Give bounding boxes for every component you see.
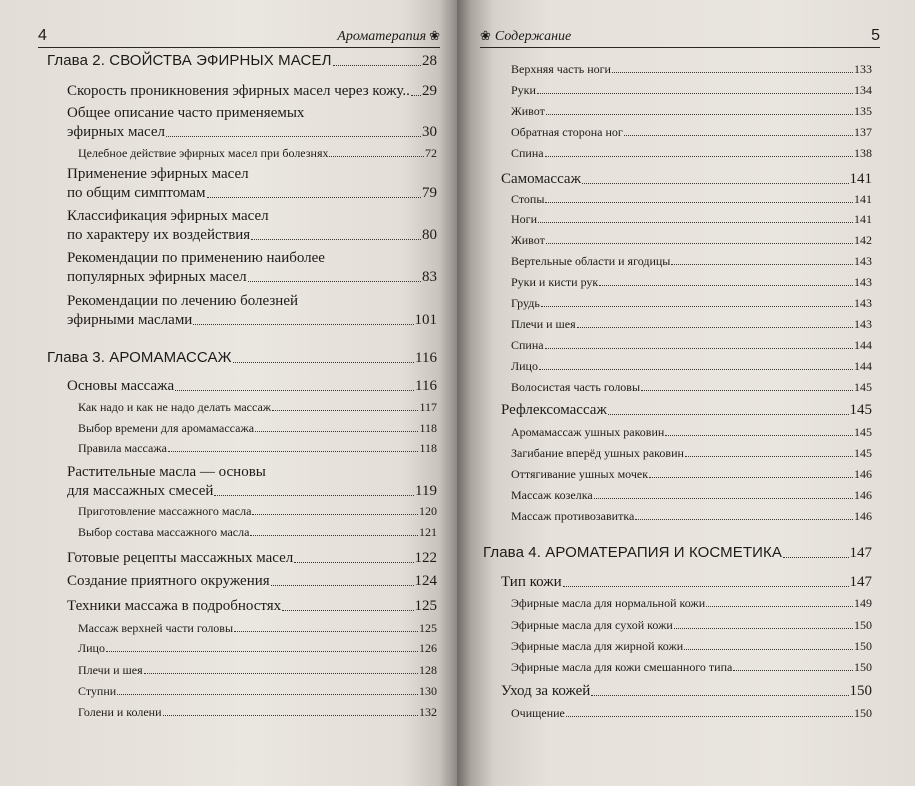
toc-page-number: 146 (854, 467, 872, 481)
dot-leader (193, 323, 413, 325)
toc-entry-title: Живот (511, 104, 545, 118)
dot-leader (635, 518, 853, 520)
toc-entry-title: Эфирные масла для кожи смешанного типа (511, 660, 733, 674)
right-page (457, 0, 915, 786)
dot-leader (674, 627, 853, 629)
toc-entry-title: Рефлексомассаж (501, 402, 607, 418)
toc-entry-line (511, 596, 872, 611)
toc-page-number: 118 (419, 441, 437, 455)
toc-page-number: 116 (415, 350, 437, 366)
toc-entry-title: Скорость проникновения эфирных масел через кожу.. (67, 83, 410, 99)
dot-leader (255, 430, 418, 432)
toc-entry-title: Плечи и шея (511, 317, 576, 331)
toc-entry-title: Техники массажа в подробностях (67, 598, 282, 614)
dot-leader (282, 609, 413, 611)
dot-leader (117, 693, 418, 695)
toc-entry-title: Грудь (511, 296, 540, 310)
toc-entry-line (501, 574, 872, 591)
page-number: 5 (871, 27, 880, 44)
toc-entry-title: Плечи и шея (78, 663, 143, 677)
toc-page-number: 132 (419, 705, 437, 719)
dot-leader (168, 450, 418, 452)
toc-page-number: 150 (854, 706, 872, 720)
dot-leader (166, 135, 421, 137)
toc-page-number: 119 (415, 483, 437, 499)
toc-page-number: 150 (854, 618, 872, 632)
toc-entry-title: Руки и кисти рук (511, 275, 599, 289)
toc-page-number: 122 (414, 550, 437, 566)
toc-entry-line (67, 378, 437, 395)
dot-leader (233, 361, 414, 363)
toc-entry-title: Уход за кожей (501, 683, 591, 699)
toc-entry-line (67, 124, 437, 141)
toc-entry-title: Волосистая часть головы (511, 380, 641, 394)
toc-entry-title: Оттягивание ушных мочек (511, 467, 649, 481)
toc-entry-line (501, 171, 872, 188)
toc-page-number: 124 (414, 573, 437, 589)
toc-page-number: 147 (849, 574, 872, 590)
toc-entry-line (511, 338, 872, 353)
toc-entry-title: Классификация эфирных масел (67, 208, 269, 224)
toc-entry-title: Правила массажа (78, 441, 167, 455)
toc-entry-title: Создание приятного окружения (67, 573, 270, 589)
toc-entry-line (501, 402, 872, 419)
dot-leader (272, 409, 418, 411)
dot-leader (649, 476, 853, 478)
toc-page-number: 117 (419, 400, 437, 414)
toc-page-number: 101 (414, 312, 437, 328)
dot-leader (175, 389, 414, 391)
toc-entry-line (511, 275, 872, 290)
toc-entry-title: Аромамассаж ушных раковин (511, 425, 665, 439)
dot-leader (537, 92, 853, 94)
toc-entry-line (511, 83, 872, 98)
toc-page-number: 120 (419, 504, 437, 518)
toc-entry-title: Очищение (511, 706, 565, 720)
toc-entry-line (511, 359, 872, 374)
toc-entry-title: Выбор состава массажного масла (78, 525, 250, 539)
toc-entry-title: Эфирные масла для сухой кожи (511, 618, 673, 632)
dot-leader (608, 413, 849, 415)
toc-page-number: 146 (854, 509, 872, 523)
left-page-header (38, 25, 440, 48)
toc-page-number: 118 (419, 421, 437, 435)
toc-entry-line (67, 105, 437, 122)
toc-entry-line (67, 83, 437, 100)
toc-entry-title: Эфирные масла для нормальной кожи (511, 596, 706, 610)
toc-entry-title: Массаж противозавитка (511, 509, 635, 523)
dot-leader (641, 389, 853, 391)
toc-entry-line (78, 421, 437, 436)
dot-leader (783, 556, 849, 558)
dot-leader (144, 672, 418, 674)
toc-entry-line (67, 269, 437, 286)
toc-entry-title: Целебное действие эфирных масел при болезнях (78, 146, 329, 160)
toc-entry-title: Массаж козелка (511, 488, 593, 502)
dot-leader (248, 280, 421, 282)
toc-entry-title: Растительные масла — основы (67, 464, 266, 480)
toc-entry-line (78, 641, 437, 656)
dot-leader (106, 650, 418, 652)
toc-entry-title: Рекомендации по лечению болезней (67, 293, 298, 309)
dot-leader (538, 221, 853, 223)
flower-ornament-icon: ❀ (429, 28, 440, 43)
toc-entry-title: Руки (511, 83, 536, 97)
toc-page-number: 147 (849, 545, 872, 561)
toc-entry-title: Глава 4. АРОМАТЕРАПИЯ И КОСМЕТИКА (483, 544, 782, 561)
dot-leader (294, 561, 413, 563)
dot-leader (411, 94, 421, 96)
dot-leader (252, 513, 418, 515)
toc-entry-title: Применение эфирных масел (67, 166, 249, 182)
toc-page-number: 144 (854, 338, 872, 352)
toc-page-number: 135 (854, 104, 872, 118)
toc-entry-title: Тип кожи (501, 574, 562, 590)
toc-entry-line (511, 488, 872, 503)
dot-leader (545, 201, 853, 203)
toc-entry-line (78, 684, 437, 699)
toc-page-number: 121 (419, 525, 437, 539)
toc-entry-line (78, 441, 437, 456)
toc-entry-line (511, 380, 872, 395)
toc-entry-line (511, 446, 872, 461)
dot-leader (234, 630, 418, 632)
toc-page-number: 146 (854, 488, 872, 502)
toc-entry-title: Эфирные масла для жирной кожи (511, 639, 684, 653)
toc-page-number: 141 (849, 171, 872, 187)
toc-page-number: 128 (419, 663, 437, 677)
toc-entry-line (501, 683, 872, 700)
toc-entry-title: Общее описание часто применяемых (67, 105, 305, 121)
dot-leader (733, 669, 853, 671)
toc-entry-line (483, 544, 872, 562)
toc-page-number: 142 (854, 233, 872, 247)
dot-leader (251, 238, 421, 240)
toc-page-number: 72 (425, 146, 437, 160)
dot-leader (566, 715, 853, 717)
toc-entry-line (511, 706, 872, 721)
toc-page-number: 83 (422, 269, 437, 285)
dot-leader (214, 494, 414, 496)
toc-entry-line (511, 192, 872, 207)
toc-entry-line (67, 573, 437, 590)
dot-leader (577, 326, 853, 328)
toc-page-number: 150 (849, 683, 872, 699)
toc-entry-line (78, 525, 437, 540)
toc-entry-line (511, 618, 872, 633)
toc-entry-title: Приготовление массажного масла (78, 504, 252, 518)
toc-entry-title: Глава 2. СВОЙСТВА ЭФИРНЫХ МАСЕЛ (47, 52, 332, 69)
dot-leader (271, 584, 414, 586)
dot-leader (594, 497, 853, 499)
dot-leader (539, 368, 853, 370)
toc-page-number: 143 (854, 296, 872, 310)
dot-leader (599, 284, 853, 286)
toc-entry-line (511, 62, 872, 77)
dot-leader (684, 648, 853, 650)
toc-entry-title: Спина (511, 146, 544, 160)
toc-entry-line (67, 250, 437, 267)
page-number: 4 (38, 27, 47, 44)
toc-page-number: 125 (419, 621, 437, 635)
toc-page-number: 141 (854, 212, 872, 226)
toc-page-number: 143 (854, 275, 872, 289)
toc-entry-line (511, 104, 872, 119)
toc-entry-title: Лицо (78, 641, 105, 655)
dot-leader (685, 455, 853, 457)
toc-entry-title: по характеру их воздействия (67, 227, 251, 243)
toc-entry-line (67, 208, 437, 225)
toc-entry-line (511, 296, 872, 311)
running-title: ❀ Содержание (480, 28, 572, 44)
dot-leader (329, 155, 424, 157)
toc-page-number: 29 (422, 83, 437, 99)
toc-entry-title: Рекомендации по применению наиболее (67, 250, 325, 266)
toc-entry-title: Глава 3. АРОМАМАССАЖ (47, 349, 232, 366)
dot-leader (541, 305, 853, 307)
dot-leader (706, 605, 853, 607)
toc-entry-title: эфирных масел (67, 124, 165, 140)
toc-entry-title: Голени и колени (78, 705, 162, 719)
toc-page-number: 126 (419, 641, 437, 655)
toc-entry-line (47, 52, 437, 70)
toc-page-number: 150 (854, 660, 872, 674)
dot-leader (207, 196, 421, 198)
toc-page-number: 79 (422, 185, 437, 201)
toc-page-number: 138 (854, 146, 872, 160)
toc-entry-line (67, 464, 437, 481)
dot-leader (545, 347, 853, 349)
toc-entry-line (78, 705, 437, 720)
toc-entry-line (78, 621, 437, 636)
toc-page-number: 141 (854, 192, 872, 206)
toc-page-number: 28 (422, 53, 437, 69)
dot-leader (624, 134, 853, 136)
dot-leader (665, 434, 853, 436)
toc-entry-line (511, 146, 872, 161)
toc-page-number: 116 (415, 378, 437, 394)
toc-entry-title: популярных эфирных масел (67, 269, 247, 285)
toc-entry-line (78, 663, 437, 678)
toc-entry-title: Массаж верхней части головы (78, 621, 234, 635)
toc-entry-title: Живот (511, 233, 545, 247)
left-page (0, 0, 457, 786)
toc-entry-title: Ноги (511, 212, 538, 226)
dot-leader (671, 263, 853, 265)
toc-entry-line (67, 598, 437, 615)
toc-page-number: 143 (854, 254, 872, 268)
toc-entry-line (511, 254, 872, 269)
toc-entry-title: Лицо (511, 359, 538, 373)
running-title: Ароматерапия ❀ (337, 28, 440, 44)
toc-entry-title: Вертельные области и ягодицы (511, 254, 671, 268)
toc-entry-line (511, 467, 872, 482)
toc-entry-line (511, 509, 872, 524)
dot-leader (546, 113, 853, 115)
toc-entry-line (511, 125, 872, 140)
toc-entry-line (511, 660, 872, 675)
toc-page-number: 145 (854, 380, 872, 394)
toc-entry-line (67, 312, 437, 329)
toc-entry-title: для массажных смесей (67, 483, 214, 499)
toc-page-number: 137 (854, 125, 872, 139)
toc-entry-line (67, 166, 437, 183)
toc-entry-line (67, 483, 437, 500)
toc-page-number: 149 (854, 596, 872, 610)
toc-entry-title: Обратная сторона ног (511, 125, 623, 139)
toc-entry-title: Загибание вперёд ушных раковин (511, 446, 684, 460)
toc-entry-title: Ступни (78, 684, 117, 698)
dot-leader (612, 71, 853, 73)
toc-entry-line (511, 425, 872, 440)
toc-entry-title: Самомассаж (501, 171, 581, 187)
right-page-header (480, 25, 880, 48)
toc-entry-line (78, 400, 437, 415)
toc-page-number: 134 (854, 83, 872, 97)
dot-leader (563, 585, 849, 587)
toc-entry-line (67, 185, 437, 202)
toc-entry-line (47, 349, 437, 367)
toc-entry-line (511, 639, 872, 654)
toc-entry-title: Как надо и как не надо делать массаж (78, 400, 272, 414)
toc-page-number: 30 (422, 124, 437, 140)
toc-entry-line (78, 504, 437, 519)
dot-leader (546, 242, 853, 244)
toc-page-number: 143 (854, 317, 872, 331)
toc-entry-line (67, 227, 437, 244)
toc-page-number: 125 (414, 598, 437, 614)
toc-entry-line (511, 212, 872, 227)
toc-page-number: 145 (854, 446, 872, 460)
toc-entry-title: Основы массажа (67, 378, 175, 394)
toc-entry-line (67, 550, 437, 567)
dot-leader (582, 182, 849, 184)
toc-page-number: 144 (854, 359, 872, 373)
toc-page-number: 145 (849, 402, 872, 418)
dot-leader (163, 714, 418, 716)
dot-leader (250, 534, 418, 536)
toc-entry-line (78, 146, 437, 161)
dot-leader (545, 155, 853, 157)
flower-ornament-icon: ❀ (480, 28, 491, 43)
toc-entry-title: Стопы (511, 192, 545, 206)
toc-entry-line (67, 293, 437, 310)
toc-entry-line (511, 233, 872, 248)
toc-page-number: 150 (854, 639, 872, 653)
toc-entry-title: Выбор времени для аромамассажа (78, 421, 255, 435)
toc-page-number: 145 (854, 425, 872, 439)
dot-leader (591, 694, 848, 696)
toc-entry-line (511, 317, 872, 332)
toc-entry-title: Готовые рецепты массажных масел (67, 550, 294, 566)
toc-entry-title: Спина (511, 338, 544, 352)
toc-page-number: 80 (422, 227, 437, 243)
toc-page-number: 133 (854, 62, 872, 76)
dot-leader (333, 64, 421, 66)
toc-entry-title: эфирными маслами (67, 312, 193, 328)
toc-page-number: 130 (419, 684, 437, 698)
toc-entry-title: Верхняя часть ноги (511, 62, 611, 76)
toc-entry-title: по общим симптомам (67, 185, 206, 201)
